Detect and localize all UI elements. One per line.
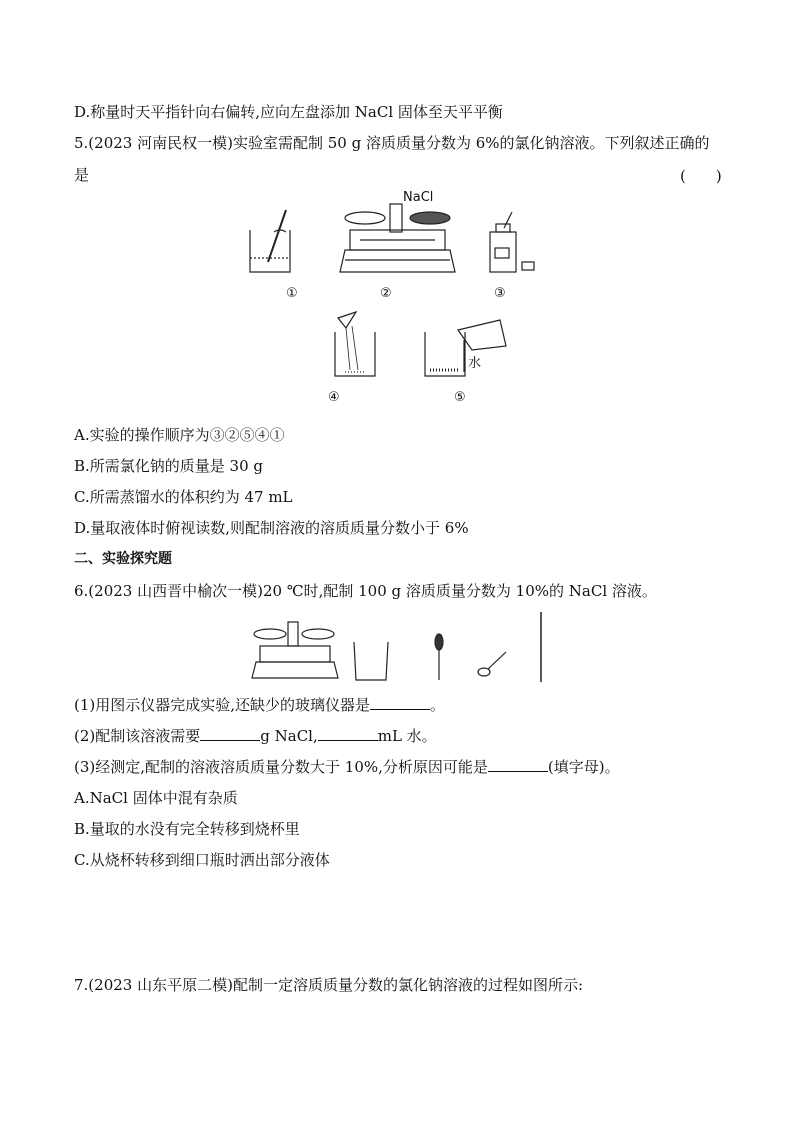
answer-blank-3[interactable] [318, 726, 378, 741]
q5-option-a: A.实验的操作顺序为③②⑤④① [74, 426, 285, 444]
answer-blank-2[interactable] [200, 726, 260, 741]
q6-option-c: C.从烧杯转移到细口瓶时洒出部分液体 [74, 851, 330, 869]
q5-stem-line2: 是 [74, 166, 90, 184]
q6-part2 [74, 726, 437, 746]
balance-icon [252, 622, 338, 678]
q6-part1-text: (1)用图示仪器完成实验,还缺少的玻璃仪器是 [74, 696, 371, 714]
dropper-icon [435, 634, 443, 680]
section-title: 二、实验探究题 [74, 551, 172, 567]
q5-option-c: C.所需蒸馏水的体积约为 47 mL [74, 488, 293, 506]
beaker-icon [354, 642, 388, 680]
fig-label-1: ① [286, 286, 298, 301]
q5-answer-bracket: ( ) [680, 167, 722, 185]
q6-part3-end: (填字母)。 [547, 758, 620, 776]
q6-figure-svg [252, 612, 552, 687]
fig-label-4: ④ [328, 390, 340, 405]
fig-label-2: ② [380, 286, 392, 301]
q6-figure [252, 612, 552, 687]
nacl-label: NaCl [403, 190, 434, 205]
q5-option-d: D.量取液体时俯视读数,则配制溶液的溶质质量分数小于 6% [74, 519, 469, 537]
beaker-stirring-icon [250, 210, 290, 272]
q5-figure [250, 190, 550, 410]
q6-option-a: A.NaCl 固体中混有杂质 [74, 789, 238, 807]
q4-option-d: D.称量时天平指针向右偏转,应向左盘添加 NaCl 固体至天平平衡 [74, 103, 503, 121]
fig-label-3: ③ [494, 286, 506, 301]
q6-part2-mid: g NaCl, [260, 727, 318, 745]
water-label: 水 [468, 356, 482, 371]
funnel-pouring-icon [335, 312, 375, 376]
q6-part3 [74, 757, 620, 777]
q6-part2-end: mL 水。 [377, 727, 437, 745]
q6-part3-text: (3)经测定,配制的溶液溶质质量分数大于 10%,分析原因可能是 [74, 758, 488, 776]
q5-stem-line1: 5.(2023 河南民权一模)实验室需配制 50 g 溶质质量分数为 6%的氯化钠溶液。下列叙述正确的 [74, 134, 710, 152]
fig-label-5: ⑤ [454, 390, 466, 405]
spoon-icon [478, 652, 506, 676]
q6-part1 [74, 695, 445, 715]
q7-stem: 7.(2023 山东平原二模)配制一定溶质质量分数的氯化钠溶液的过程如图所示: [74, 976, 584, 994]
answer-blank-1[interactable] [370, 695, 430, 710]
q5-figure-svg [250, 200, 550, 410]
balance-icon [340, 204, 455, 272]
pouring-water-icon [425, 320, 506, 376]
q6-part1-end: 。 [430, 696, 446, 714]
q6-option-b: B.量取的水没有完全转移到烧杯里 [74, 820, 300, 838]
q5-option-b: B.所需氯化钠的质量是 30 g [74, 457, 264, 475]
q6-stem: 6.(2023 山西晋中榆次一模)20 ℃时,配制 100 g 溶质质量分数为 10%的 NaCl 溶液。 [74, 582, 657, 600]
answer-blank-4[interactable] [488, 757, 548, 772]
q6-part2-text: (2)配制该溶液需要 [74, 727, 201, 745]
reagent-bottle-icon [490, 212, 534, 272]
